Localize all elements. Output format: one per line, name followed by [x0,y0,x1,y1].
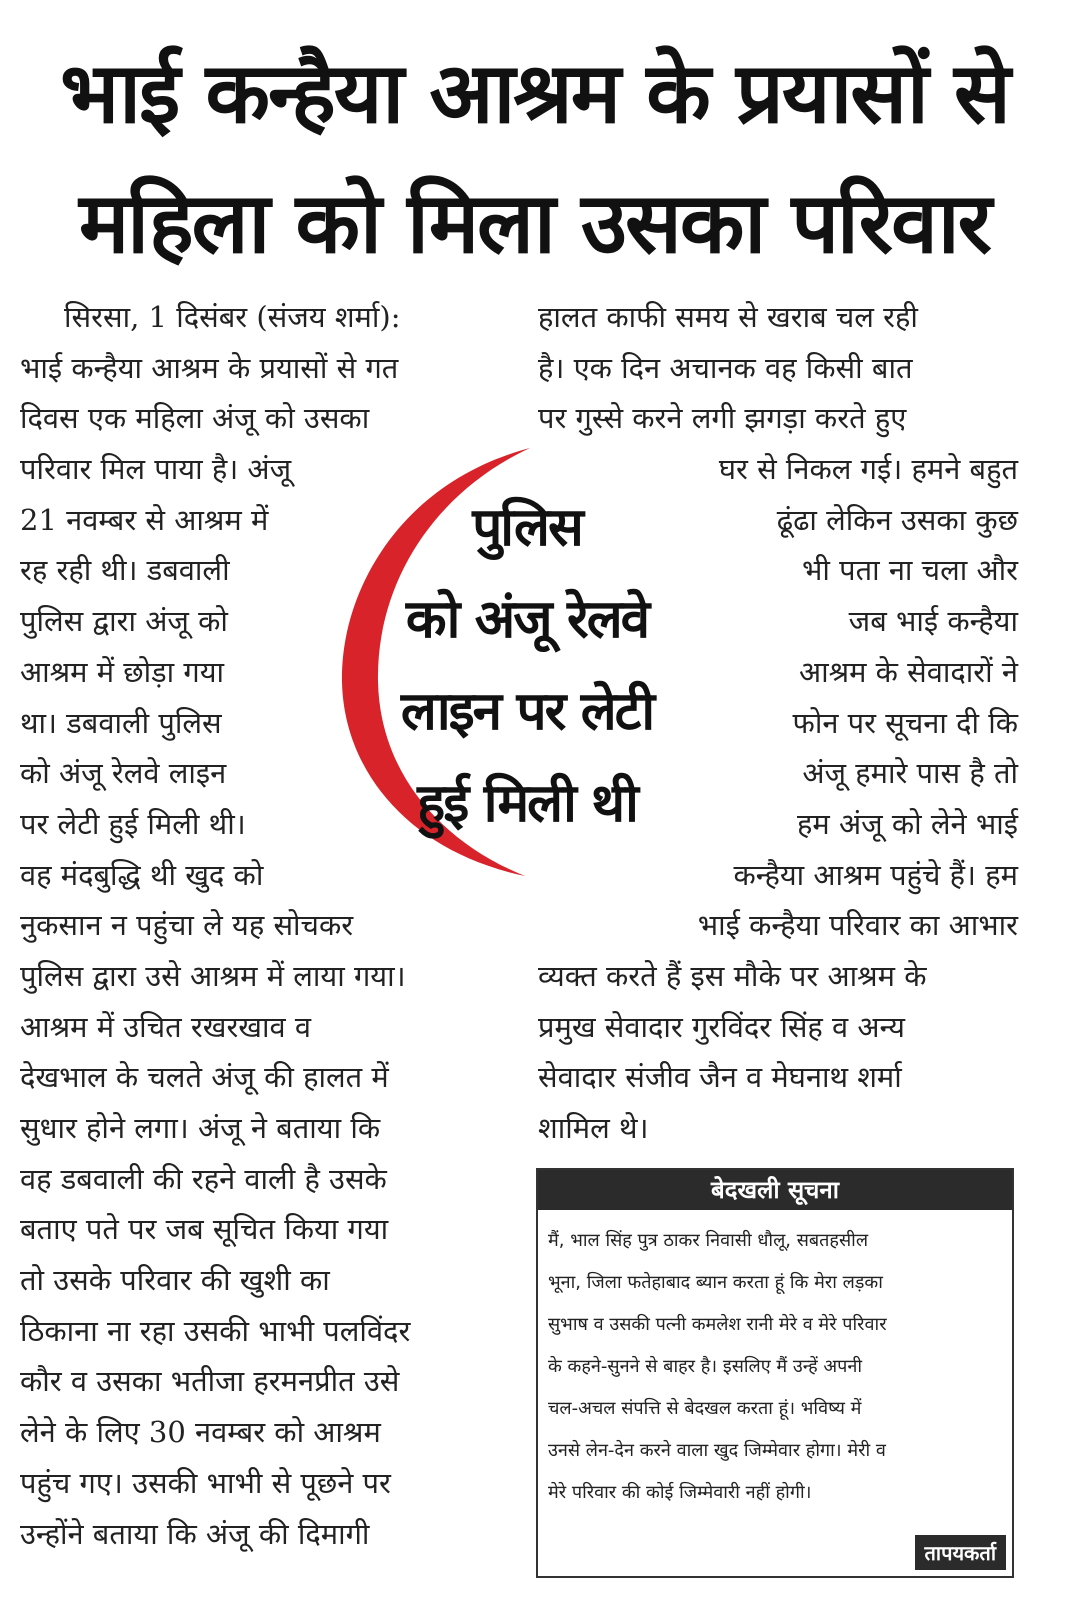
article-line: बताए पते पर जब सूचित किया गया [20,1212,389,1247]
article-line: 21 नवम्बर से आश्रम में [20,502,269,537]
article-line: था। डबवाली पुलिस [20,705,222,740]
article-line: हालत काफी समय से खराब चल रही [538,300,918,334]
article-line: हम अंजू को लेने भाई [797,806,1018,841]
article-line: आश्रम के सेवादारों ने [798,654,1018,689]
headline-line-2: महिला को मिला उसका परिवार [79,174,990,272]
article-line: पुलिस द्वारा अंजू को [20,604,228,639]
notice-line: चल-अचल संपत्ति से बेदखल करता हूं। भविष्य में [548,1398,862,1419]
pull-quote [372,482,682,850]
article-line: जब भाई कन्हैया [848,604,1018,639]
article-line: प्रमुख सेवादार गुरविंदर सिंह व अन्य [538,1009,905,1044]
notice-line: मैं, भाल सिंह पुत्र ठाकर निवासी धौलू, सबतहसील [548,1230,869,1251]
article-line: कौर व उसका भतीजा हरमनप्रीत उसे [20,1364,400,1399]
article-line: ढूंढा लेकिन उसका कुछ [776,502,1018,537]
eviction-notice-box [536,1168,1014,1578]
article-line: पर गुस्से करने लगी झगड़ा करते हुए [538,401,907,436]
article-line: फोन पर सूचना दी कि [792,705,1018,740]
article-line: देखभाल के चलते अंजू की हालत में [20,1060,389,1095]
dateline: सिरसा, 1 दिसंबर (संजय शर्मा): [64,300,401,334]
article-line: कन्हैया आश्रम पहुंचे हैं। हम [733,857,1018,892]
article-line: वह मंदबुद्धि थी खुद को [20,857,264,892]
article-line: भाई कन्हैया परिवार का आभार [697,908,1018,943]
article-line: शामिल थे। [538,1111,649,1145]
article-line: दिवस एक महिला अंजू को उसका [20,401,370,436]
article-line: सुधार होने लगा। अंजू ने बताया कि [20,1111,381,1145]
article-line: वह डबवाली की रहने वाली है उसके [20,1161,387,1196]
article-line: आश्रम में छोड़ा गया [20,654,225,689]
notice-body [538,1210,1012,1514]
notice-line: के कहने-सुनने से बाहर है। इसलिए मैं उन्हें अपनी [548,1356,863,1377]
article-line: उन्होंने बताया कि अंजू की दिमागी [20,1516,370,1551]
article-line: नुकसान न पहुंचा ले यह सोचकर [20,908,354,943]
headline [0,28,1069,288]
article-line: रह रही थी। डबवाली [20,553,230,588]
article-line: तो उसके परिवार की खुशी का [20,1263,330,1298]
article-line: परिवार मिल पाया है। अंजू [20,452,292,487]
article-line: पर लेटी हुई मिली थी। [20,806,246,841]
article-line: ठिकाना ना रहा उसकी भाभी पलविंदर [20,1313,411,1348]
article-line: पुलिस द्वारा उसे आश्रम में लाया गया। [20,958,406,993]
notice-line: सुभाष व उसकी पत्नी कमलेश रानी मेरे व मेरे परिवार [548,1314,887,1335]
pull-quote-line-4: हुई मिली थी [417,773,637,834]
article-line: सेवादार संजीव जैन व मेघनाथ शर्मा [538,1060,902,1095]
article-line: घर से निकल गई। हमने बहुत [718,452,1018,487]
notice-title: बेदखली सूचना [538,1170,1012,1210]
article-line: व्यक्त करते हैं इस मौके पर आश्रम के [538,958,927,993]
notice-signature: तापयकर्ता [915,1535,1006,1570]
pull-quote-line-2: को अंजू रेलवे [405,589,649,650]
notice-line: मेरे परिवार की कोई जिम्मेवारी नहीं होगी। [548,1482,812,1503]
notice-line: उनसे लेन-देन करने वाला खुद जिम्मेवार होगा। मेरी व [548,1440,886,1461]
article-line: भी पता ना चला और [801,553,1018,588]
article-line: आश्रम में उचित रखरखाव व [20,1009,312,1044]
notice-line: भूना, जिला फतेहाबाद ब्यान करता हूं कि मेरा लड़का [548,1272,883,1293]
headline-line-1: भाई कन्हैया आश्रम के प्रयासों से [60,44,1009,142]
article-line: को अंजू रेलवे लाइन [20,756,227,791]
pull-quote-line-3: लाइन पर लेटी [400,681,654,742]
article-line: भाई कन्हैया आश्रम के प्रयासों से गत [20,350,399,385]
article-line: पहुंच गए। उसकी भाभी से पूछने पर [20,1465,391,1500]
article-line: अंजू हमारे पास है तो [802,756,1018,791]
article-line: लेने के लिए 30 नवम्बर को आश्रम [20,1415,381,1450]
article-line: है। एक दिन अचानक वह किसी बात [538,350,913,385]
pull-quote-line-1: पुलिस [472,497,582,558]
